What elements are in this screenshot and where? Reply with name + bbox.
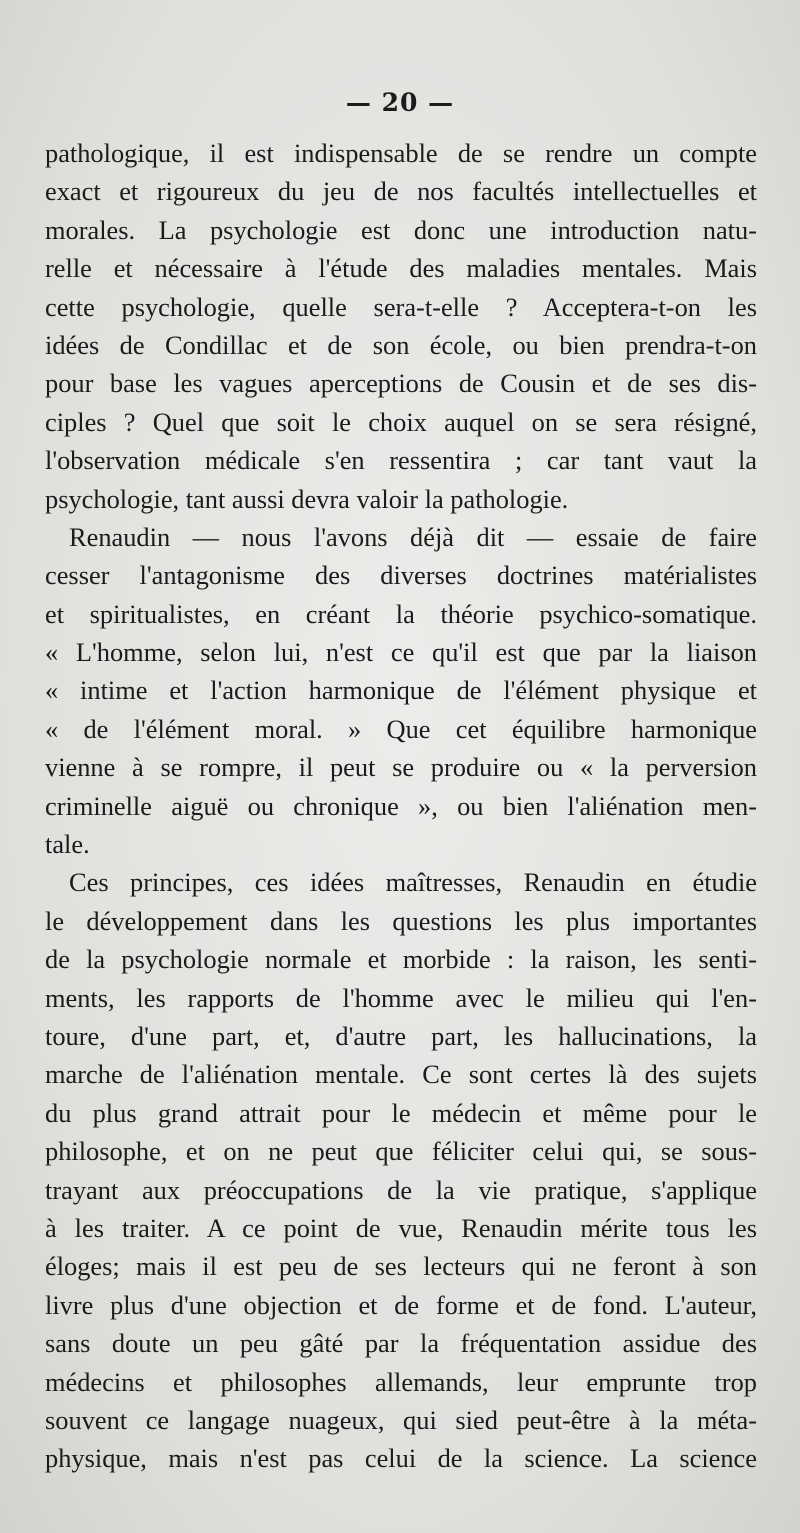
text-line: pour base les vagues aperceptions de Cousin et de ses dis- — [45, 368, 757, 399]
text-line: psychologie, tant aussi devra valoir la pathologie. — [45, 483, 569, 514]
text-line: Renaudin — nous l'avons déjà dit — essaie de faire — [69, 521, 757, 552]
text-line: morales. La psychologie est donc une introduction natu- — [45, 214, 757, 245]
text-line: trayant aux préoccupations de la vie pratique, s'applique — [45, 1174, 757, 1205]
text-line: le développement dans les questions les plus importantes — [45, 905, 757, 936]
text-line: de la psychologie normale et morbide : la raison, les senti- — [45, 944, 757, 975]
text-line: souvent ce langage nuageux, qui sied peut-être à la méta- — [45, 1404, 757, 1435]
text-line: marche de l'aliénation mentale. Ce sont certes là des sujets — [45, 1059, 757, 1090]
text-line: cette psychologie, quelle sera-t-elle ? Acceptera-t-on les — [45, 291, 757, 322]
text-line: relle et nécessaire à l'étude des maladies mentales. Mais — [45, 253, 757, 284]
text-line: tale. — [45, 829, 90, 860]
text-line: cesser l'antagonisme des diverses doctrines matérialistes — [45, 560, 757, 591]
text-line: ments, les rapports de l'homme avec le milieu qui l'en- — [45, 982, 757, 1013]
text-line: du plus grand attrait pour le médecin et même pour le — [45, 1097, 757, 1128]
text-line: éloges; mais il est peu de ses lecteurs qui ne feront à son — [45, 1251, 757, 1282]
text-line: toure, d'une part, et, d'autre part, les hallucinations, la — [45, 1020, 757, 1051]
text-line: physique, mais n'est pas celui de la science. La science — [45, 1443, 757, 1474]
page-number: — 20 — — [345, 88, 455, 117]
text-line: médecins et philosophes allemands, leur emprunte trop — [45, 1366, 757, 1397]
text-line: idées de Condillac et de son école, ou bien prendra-t-on — [45, 329, 757, 360]
text-line: vienne à se rompre, il peut se produire ou « la perversion — [45, 752, 757, 783]
text-line: exact et rigoureux du jeu de nos facultés intellectuelles et — [45, 176, 757, 207]
body-text — [45, 134, 757, 1478]
text-line: philosophe, et on ne peut que féliciter celui qui, se sous- — [45, 1136, 757, 1167]
text-line: Ces principes, ces idées maîtresses, Renaudin en étudie — [69, 867, 757, 898]
text-line: criminelle aiguë ou chronique », ou bien l'aliénation men- — [45, 790, 757, 821]
text-line: et spiritualistes, en créant la théorie psychico-somatique. — [45, 598, 757, 629]
text-line: livre plus d'une objection et de forme et de fond. L'auteur, — [45, 1289, 757, 1320]
text-line: « intime et l'action harmonique de l'élément physique et — [45, 675, 757, 706]
text-line: à les traiter. A ce point de vue, Renaudin mérite tous les — [45, 1212, 757, 1243]
text-line: « L'homme, selon lui, n'est ce qu'il est que par la liaison — [45, 637, 757, 668]
text-line: l'observation médicale s'en ressentira ; car tant vaut la — [45, 445, 757, 476]
text-line: pathologique, il est indispensable de se rendre un compte — [45, 138, 757, 168]
text-line: sans doute un peu gâté par la fréquentation assidue des — [45, 1328, 757, 1359]
text-line: ciples ? Quel que soit le choix auquel on se sera résigné, — [45, 406, 757, 437]
text-line: « de l'élément moral. » Que cet équilibre harmonique — [45, 713, 757, 744]
